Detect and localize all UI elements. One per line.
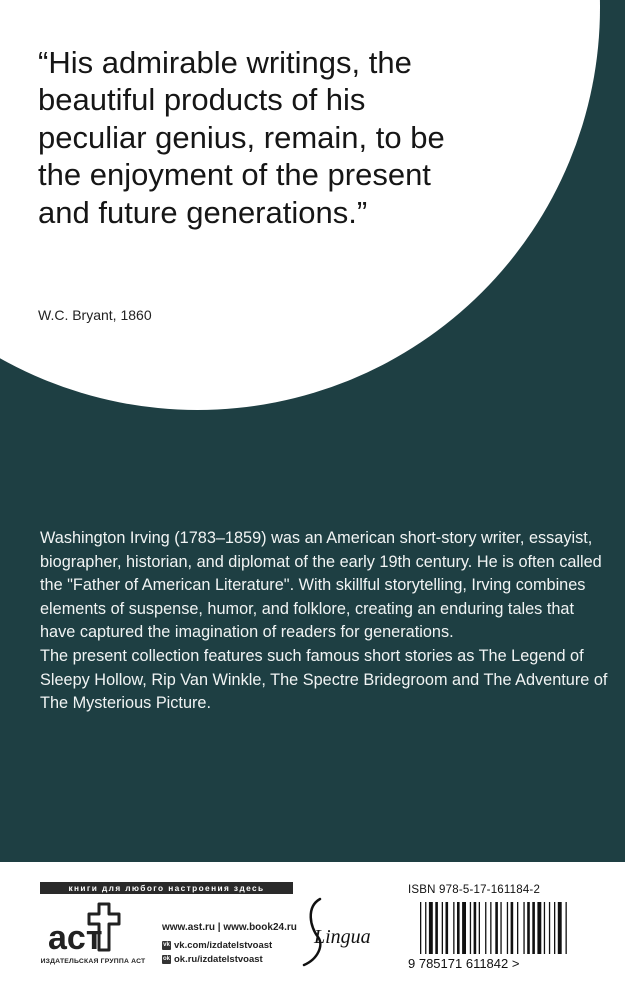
barcode-bar (420, 902, 421, 954)
description (40, 527, 610, 716)
barcode-bar (462, 902, 466, 954)
ok-icon: ok (162, 956, 170, 962)
barcode-bar (442, 902, 443, 954)
lingua-logo (292, 893, 392, 973)
barcode-bar (507, 902, 508, 954)
social-ok-text: ok.ru/izdatelstvoast (174, 954, 263, 965)
social-vk-text: vk.com/izdatelstvoast (174, 940, 273, 951)
publisher-group-label: ИЗДАТЕЛЬСКАЯ ГРУППА АСТ (40, 958, 146, 965)
barcode-bar (474, 902, 477, 954)
barcode-bar (532, 902, 535, 954)
social-ok (162, 954, 263, 965)
barcode-bar (554, 902, 555, 954)
description-paragraph-2: The present collection features such famous short stories as The Legend of Sleepy Hollow, Rip Van Winkle, The Spectre Bridegroom and The Adventure of The Mysterious Picture. (40, 646, 608, 713)
barcode-bar (435, 902, 438, 954)
barcode-bar (511, 902, 514, 954)
vk-icon: vk (163, 942, 170, 948)
barcode-bar (425, 902, 426, 954)
barcode-bar (446, 902, 449, 954)
ast-logo (44, 902, 134, 954)
barcode-bar (500, 902, 501, 954)
barcode-bar (457, 902, 460, 954)
ast-logo-text: аст (48, 919, 103, 954)
barcode (408, 902, 613, 970)
barcode-bar (485, 902, 486, 954)
barcode-bar (527, 902, 530, 954)
barcode-bar (490, 902, 491, 954)
barcode-bar (549, 902, 550, 954)
barcode-bar (558, 902, 562, 954)
quote-attribution: W.C. Bryant, 1860 (38, 307, 152, 323)
barcode-bar (470, 902, 471, 954)
barcode-bar (517, 902, 518, 954)
slogan-banner: книги для любого настроения здесь (40, 882, 293, 894)
barcode-bar (429, 902, 433, 954)
websites: www.ast.ru | www.book24.ru (162, 922, 297, 933)
barcode-bar (479, 902, 480, 954)
lingua-logo-text: Lingua (314, 926, 371, 948)
barcode-bar (537, 902, 541, 954)
social-vk (162, 940, 272, 951)
barcode-bar (566, 902, 567, 954)
barcode-bars (420, 902, 567, 954)
barcode-bar (453, 902, 454, 954)
description-paragraph-1: Washington Irving (1783–1859) was an American short-story writer, essayist, biographer, historian, and diplomat of the early 19th century. He is often called the "Father of American Literature". With skillful storytelling, Irving combines elements of suspense, humor, and folklore, creating an enduring tales that have captured the imagination of readers for generations. (40, 529, 602, 642)
isbn-label: ISBN 978-5-17-161184-2 (408, 884, 541, 896)
barcode-bar (495, 902, 498, 954)
barcode-bar (523, 902, 524, 954)
quote-text: “His admirable writings, the beautiful products of his peculiar genius, remain, to be the enjoyment of the present and future generations.” (38, 45, 445, 230)
barcode-bar (544, 902, 545, 954)
barcode-digits: 9 785171 611842 > (408, 956, 520, 970)
